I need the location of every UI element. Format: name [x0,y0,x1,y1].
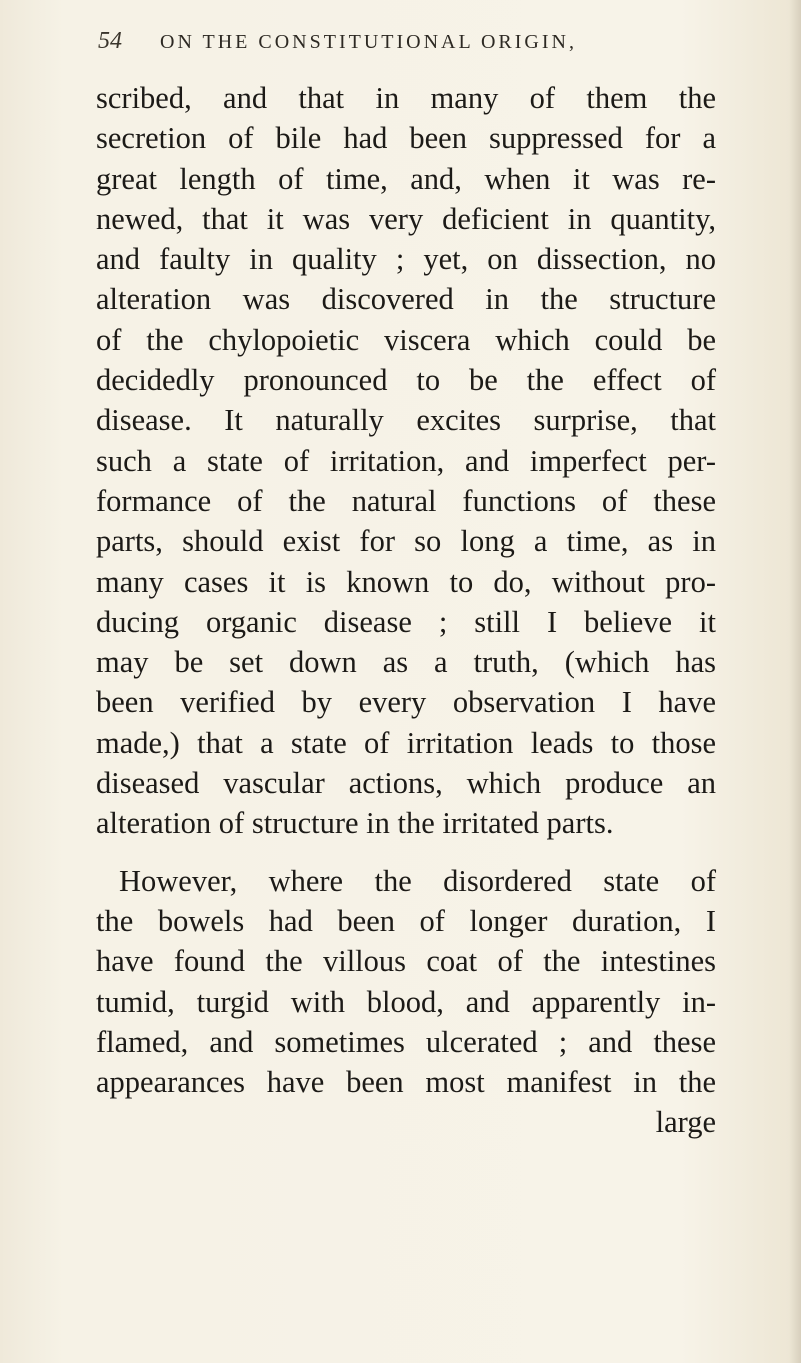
text-line: newed, that it was very deficient in quantity, [96,201,716,236]
text-line: parts, should exist for so long a time, as in [96,524,716,559]
text-line: alteration was discovered in the structure [96,282,716,317]
text-line: made,) that a state of irritation leads to those [96,725,716,760]
text-line: have found the villous coat of the intestines [96,944,716,979]
page-edge-shadow [789,0,801,1363]
text-line: many cases it is known to do, without pro- [96,564,716,599]
page-number: 54 [98,28,122,54]
text-line: diseased vascular actions, which produce an [96,766,716,801]
paragraph-1 [96,78,716,844]
text-line: such a state of irritation, and imperfect per- [96,443,716,478]
text-line: ducing organic disease ; still I believe it [96,604,716,639]
text-line: decidedly pronounced to be the effect of [96,363,716,398]
body-text [96,78,716,1143]
text-line: alteration of structure in the irritated parts. [96,806,614,841]
text-line: However, where the disordered state of [119,863,716,898]
text-line: flamed, and sometimes ulcerated ; and these [96,1024,716,1059]
text-line: appearances have been most manifest in the [96,1065,716,1100]
text-line: been verified by every observation I have [96,685,716,720]
text-line: great length of time, and, when it was re- [96,161,716,196]
text-line: secretion of bile had been suppressed for a [96,121,716,156]
text-line: formance of the natural functions of these [96,483,716,518]
text-line: and faulty in quality ; yet, on dissection, no [96,242,716,277]
text-line: tumid, turgid with blood, and apparently in- [96,984,716,1019]
paragraph-2 [96,861,716,1103]
catchword: large [655,1105,716,1140]
paragraph-gap [96,844,716,861]
page-header [98,28,738,68]
text-line: disease. It naturally excites surprise, that [96,403,716,438]
running-head: ON THE CONSTITUTIONAL ORIGIN, [160,31,577,53]
text-line: of the chylopoietic viscera which could be [96,322,716,357]
text-line: the bowels had been of longer duration, I [96,903,716,938]
text-line: may be set down as a truth, (which has [96,645,716,680]
text-line: scribed, and that in many of them the [96,81,716,115]
